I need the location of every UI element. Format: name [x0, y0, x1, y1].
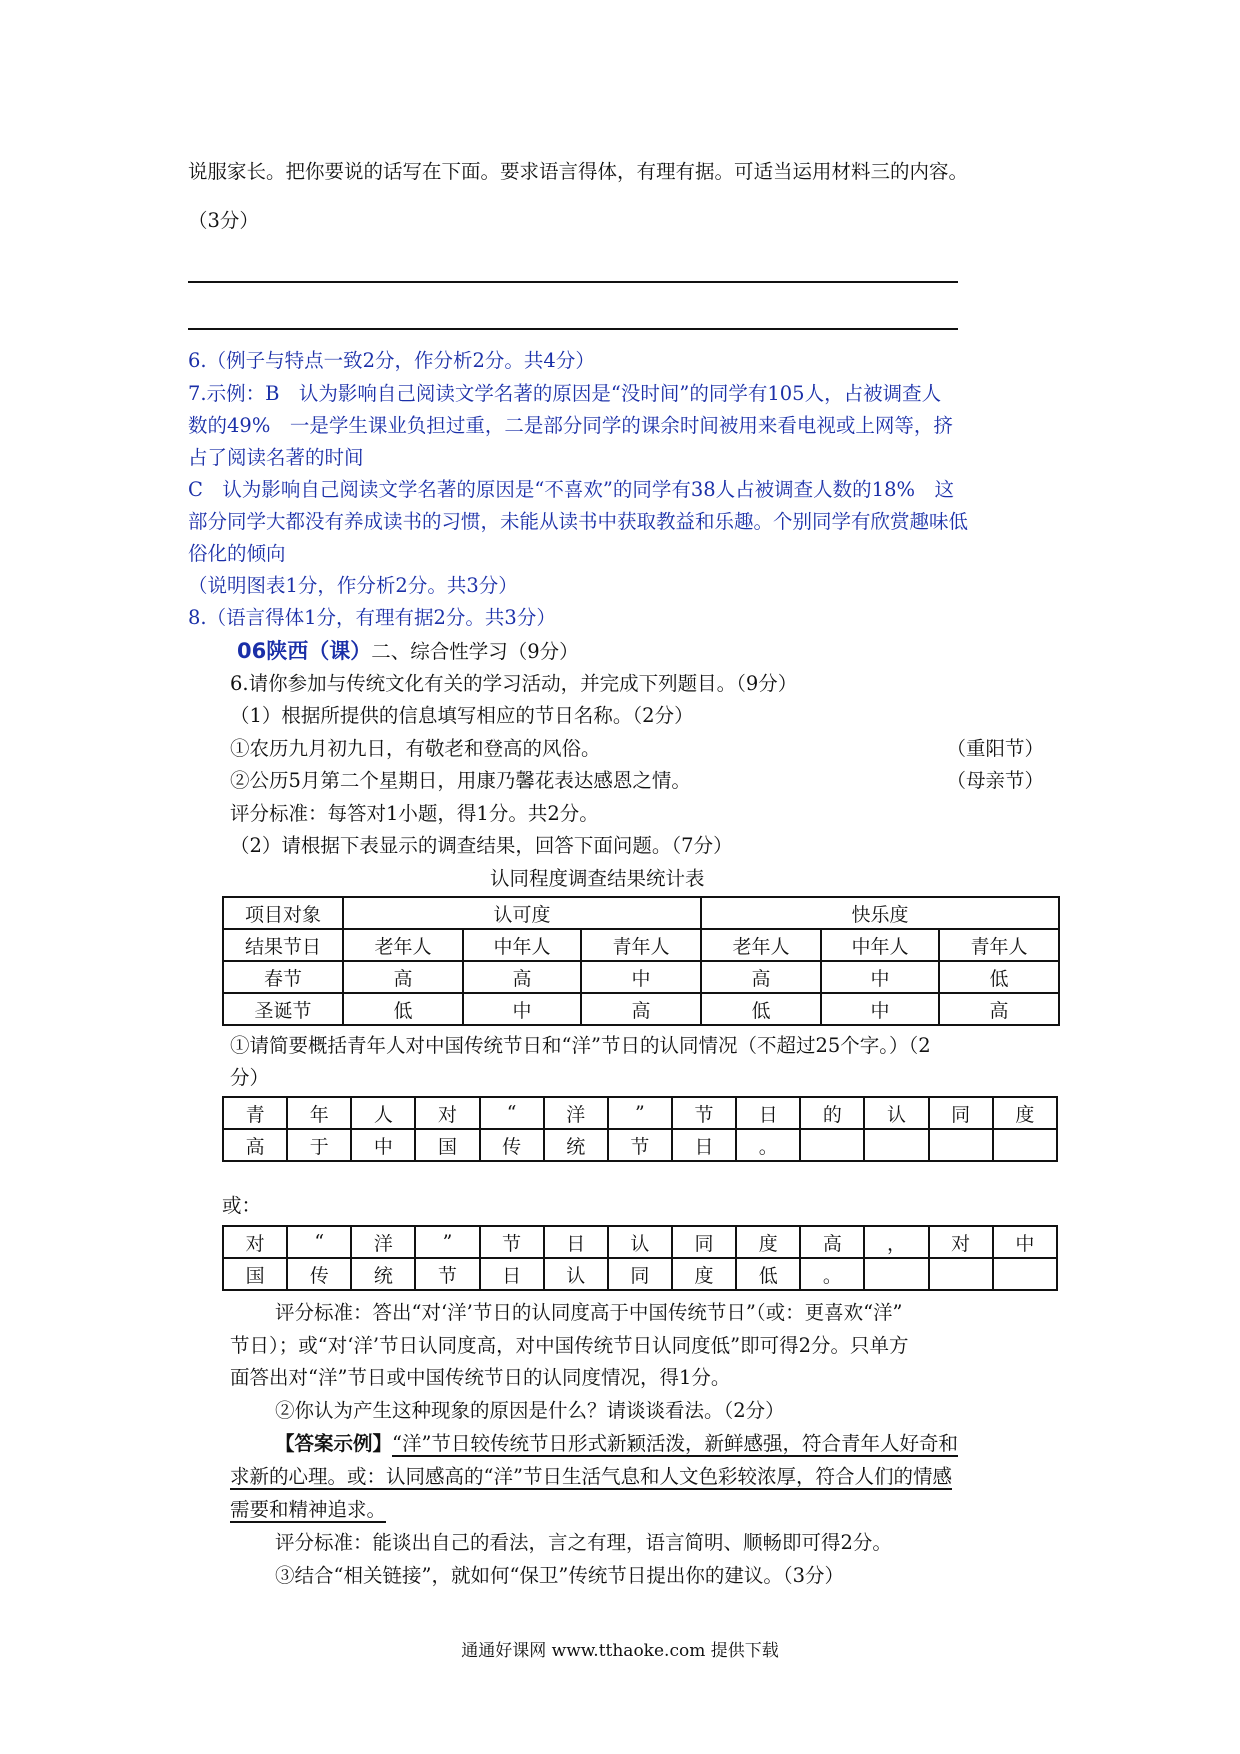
grid-cell: 洋 — [351, 1226, 415, 1258]
grid-cell: 中 — [993, 1226, 1057, 1258]
section-heading-source: 06陕西（课） — [237, 639, 372, 663]
survey-table — [222, 896, 1060, 1026]
survey-row — [223, 993, 1059, 1025]
survey-cell: 高 — [343, 961, 463, 993]
question-6: 6.请你参加与传统文化有关的学习活动，并完成下列题目。（9分） — [230, 672, 798, 695]
grid-cell: 认 — [864, 1097, 928, 1129]
grid-cell — [993, 1258, 1057, 1290]
grid-cell — [864, 1258, 928, 1290]
score-standard-3: 评分标准：能谈出自己的看法，言之有理，语言简明、顺畅即可得2分。 — [275, 1531, 892, 1554]
answer-example-label: 【答案示例】 — [275, 1432, 393, 1455]
grid-cell: 节 — [608, 1129, 672, 1161]
survey-cell: 中年人 — [821, 929, 939, 961]
survey-cell: 结果节日 — [223, 929, 343, 961]
grid-row — [223, 1129, 1057, 1161]
question-2-3: ③结合“相关链接”，就如何“保卫”传统节日提出你的建议。（3分） — [275, 1564, 845, 1587]
grid-cell: 高 — [800, 1226, 864, 1258]
survey-cell: 中 — [463, 993, 581, 1025]
question-2-1-cont: 分） — [230, 1066, 270, 1089]
grid-cell: 日 — [480, 1258, 544, 1290]
grid-cell: ， — [864, 1226, 928, 1258]
survey-cell: 低 — [343, 993, 463, 1025]
grid-cell: “ — [287, 1226, 351, 1258]
grid-cell — [993, 1129, 1057, 1161]
grid-cell: 节 — [480, 1226, 544, 1258]
question-6-1: （1）根据所提供的信息填写相应的节日名称。（2分） — [230, 704, 694, 727]
answer-7-line: 俗化的倾向 — [188, 542, 286, 565]
grid-cell: 中 — [351, 1129, 415, 1161]
grid-cell: 国 — [415, 1129, 479, 1161]
survey-header-cell: 项目对象 — [223, 897, 343, 929]
question-2-2: ②你认为产生这种现象的原因是什么？请谈谈看法。（2分） — [275, 1399, 785, 1422]
grid-cell: 年 — [287, 1097, 351, 1129]
grid-cell: 的 — [800, 1097, 864, 1129]
grid-cell — [864, 1129, 928, 1161]
grid-cell: 同 — [672, 1226, 736, 1258]
answer-7-score: （说明图表1分，作分析2分。共3分） — [188, 574, 518, 597]
answer-example-text: 需要和精神追求。 — [230, 1498, 387, 1521]
table-title: 认同程度调查结果统计表 — [490, 867, 705, 890]
grid-cell: 同 — [608, 1258, 672, 1290]
grid-cell: 。 — [736, 1129, 800, 1161]
grid-cell: 认 — [544, 1258, 608, 1290]
grid-cell: 对 — [415, 1097, 479, 1129]
question-2-1: ①请简要概括青年人对中国传统节日和“洋”节日的认同情况（不超过25个字。）（2 — [230, 1034, 931, 1057]
survey-subheader-row — [223, 929, 1059, 961]
grid-row — [223, 1258, 1057, 1290]
grid-cell: 日 — [544, 1226, 608, 1258]
grid-cell: 于 — [287, 1129, 351, 1161]
grid-cell: 统 — [544, 1129, 608, 1161]
answer-blank-line — [188, 328, 958, 330]
grid-cell: 度 — [672, 1258, 736, 1290]
survey-cell: 高 — [939, 993, 1059, 1025]
survey-row — [223, 961, 1059, 993]
answer-8: 8.（语言得体1分，有理有据2分。共3分） — [188, 606, 556, 629]
survey-cell: 春节 — [223, 961, 343, 993]
grid-cell: 对 — [223, 1226, 287, 1258]
festival-item-1: ①农历九月初九日，有敬老和登高的风俗。 — [230, 737, 601, 760]
grid-cell: 日 — [672, 1129, 736, 1161]
answer-6: 6.（例子与特点一致2分，作分析2分。共4分） — [188, 349, 595, 372]
top-score-line: （3分） — [188, 209, 259, 232]
grid-cell: 统 — [351, 1258, 415, 1290]
grid-cell: “ — [480, 1097, 544, 1129]
survey-cell: 中 — [581, 961, 701, 993]
survey-cell: 高 — [463, 961, 581, 993]
grid-cell: 国 — [223, 1258, 287, 1290]
answer-example-line — [275, 1428, 958, 1460]
answer-grid-1 — [222, 1096, 1058, 1162]
grid-cell: 低 — [736, 1258, 800, 1290]
survey-cell: 中年人 — [463, 929, 581, 961]
answer-example-line — [230, 1461, 952, 1493]
grid-cell — [800, 1129, 864, 1161]
answer-grid-2 — [222, 1225, 1058, 1291]
score-standard-2-line: 评分标准：答出“对‘洋’节日的认同度高于中国传统节日”（或：更喜欢“洋” — [275, 1301, 903, 1324]
grid-cell: 高 — [223, 1129, 287, 1161]
festival-answer-2: （母亲节） — [946, 769, 1044, 792]
top-text-line: 说服家长。把你要说的话写在下面。要求语言得体，有理有据。可适当运用材料三的内容。 — [188, 160, 969, 183]
score-standard-1: 评分标准：每答对1小题，得1分。共2分。 — [230, 802, 599, 825]
score-standard-2-line: 面答出对“洋”节日或中国传统节日的认同度情况，得1分。 — [230, 1366, 731, 1389]
survey-cell: 高 — [701, 961, 821, 993]
survey-header-cell: 认可度 — [343, 897, 701, 929]
grid-row — [223, 1226, 1057, 1258]
grid-cell: 青 — [223, 1097, 287, 1129]
grid-cell: ” — [608, 1097, 672, 1129]
survey-header-cell: 快乐度 — [701, 897, 1059, 929]
grid-cell: 认 — [608, 1226, 672, 1258]
grid-cell: 洋 — [544, 1097, 608, 1129]
answer-example-text: “洋”节日较传统节日形式新颖活泼，新鲜感强，符合青年人好奇和 — [392, 1432, 958, 1455]
survey-cell: 低 — [701, 993, 821, 1025]
survey-cell: 高 — [581, 993, 701, 1025]
survey-cell: 青年人 — [939, 929, 1059, 961]
survey-cell: 低 — [939, 961, 1059, 993]
grid-cell: 。 — [800, 1258, 864, 1290]
answer-7-line: 占了阅读名著的时间 — [188, 446, 364, 469]
grid-cell: 节 — [415, 1258, 479, 1290]
grid-cell: 度 — [736, 1226, 800, 1258]
grid-cell: 传 — [480, 1129, 544, 1161]
grid-cell: 传 — [287, 1258, 351, 1290]
grid-cell: 日 — [736, 1097, 800, 1129]
answer-7-line: C 认为影响自己阅读文学名著的原因是“不喜欢”的同学有38人占被调查人数的18% 这 — [188, 478, 955, 501]
answer-example-text: 求新的心理。或：认同感高的“洋”节日生活气息和人文色彩较浓厚，符合人们的情感 — [230, 1465, 952, 1488]
score-standard-2-line: 节日）；或“对‘洋’节日认同度高，对中国传统节日认同度低”即可得2分。只单方 — [230, 1334, 909, 1357]
festival-answer-1: （重阳节） — [946, 737, 1044, 760]
page-footer: 通通好课网 www.tthaoke.com 提供下载 — [461, 1641, 779, 1661]
answer-7-line: 7.示例：B 认为影响自己阅读文学名著的原因是“没时间”的同学有105人，占被调查人 — [188, 382, 942, 405]
survey-cell: 老年人 — [701, 929, 821, 961]
answer-7-line: 部分同学大都没有养成读书的习惯，未能从读书中获取教益和乐趣。个别同学有欣赏趣味低 — [188, 510, 969, 533]
survey-cell: 青年人 — [581, 929, 701, 961]
grid-cell: 节 — [672, 1097, 736, 1129]
survey-cell: 老年人 — [343, 929, 463, 961]
grid-cell — [929, 1129, 993, 1161]
survey-cell: 中 — [821, 961, 939, 993]
grid-cell: 人 — [351, 1097, 415, 1129]
survey-cell: 中 — [821, 993, 939, 1025]
grid-row — [223, 1097, 1057, 1129]
grid-cell: ” — [415, 1226, 479, 1258]
survey-cell: 圣诞节 — [223, 993, 343, 1025]
section-heading-title: 二、综合性学习（9分） — [371, 640, 579, 663]
section-heading — [237, 635, 579, 668]
or-label: 或： — [222, 1194, 262, 1217]
question-6-2: （2）请根据下表显示的调查结果，回答下面问题。（7分） — [230, 834, 733, 857]
answer-blank-line — [188, 281, 958, 283]
grid-cell: 对 — [929, 1226, 993, 1258]
survey-header-row — [223, 897, 1059, 929]
grid-cell: 度 — [993, 1097, 1057, 1129]
answer-example-line — [230, 1494, 386, 1526]
grid-cell: 同 — [929, 1097, 993, 1129]
festival-item-2: ②公历5月第二个星期日，用康乃馨花表达感恩之情。 — [230, 769, 691, 792]
grid-cell — [929, 1258, 993, 1290]
answer-7-line: 数的49% 一是学生课业负担过重，二是部分同学的课余时间被用来看电视或上网等，挤 — [188, 414, 953, 437]
